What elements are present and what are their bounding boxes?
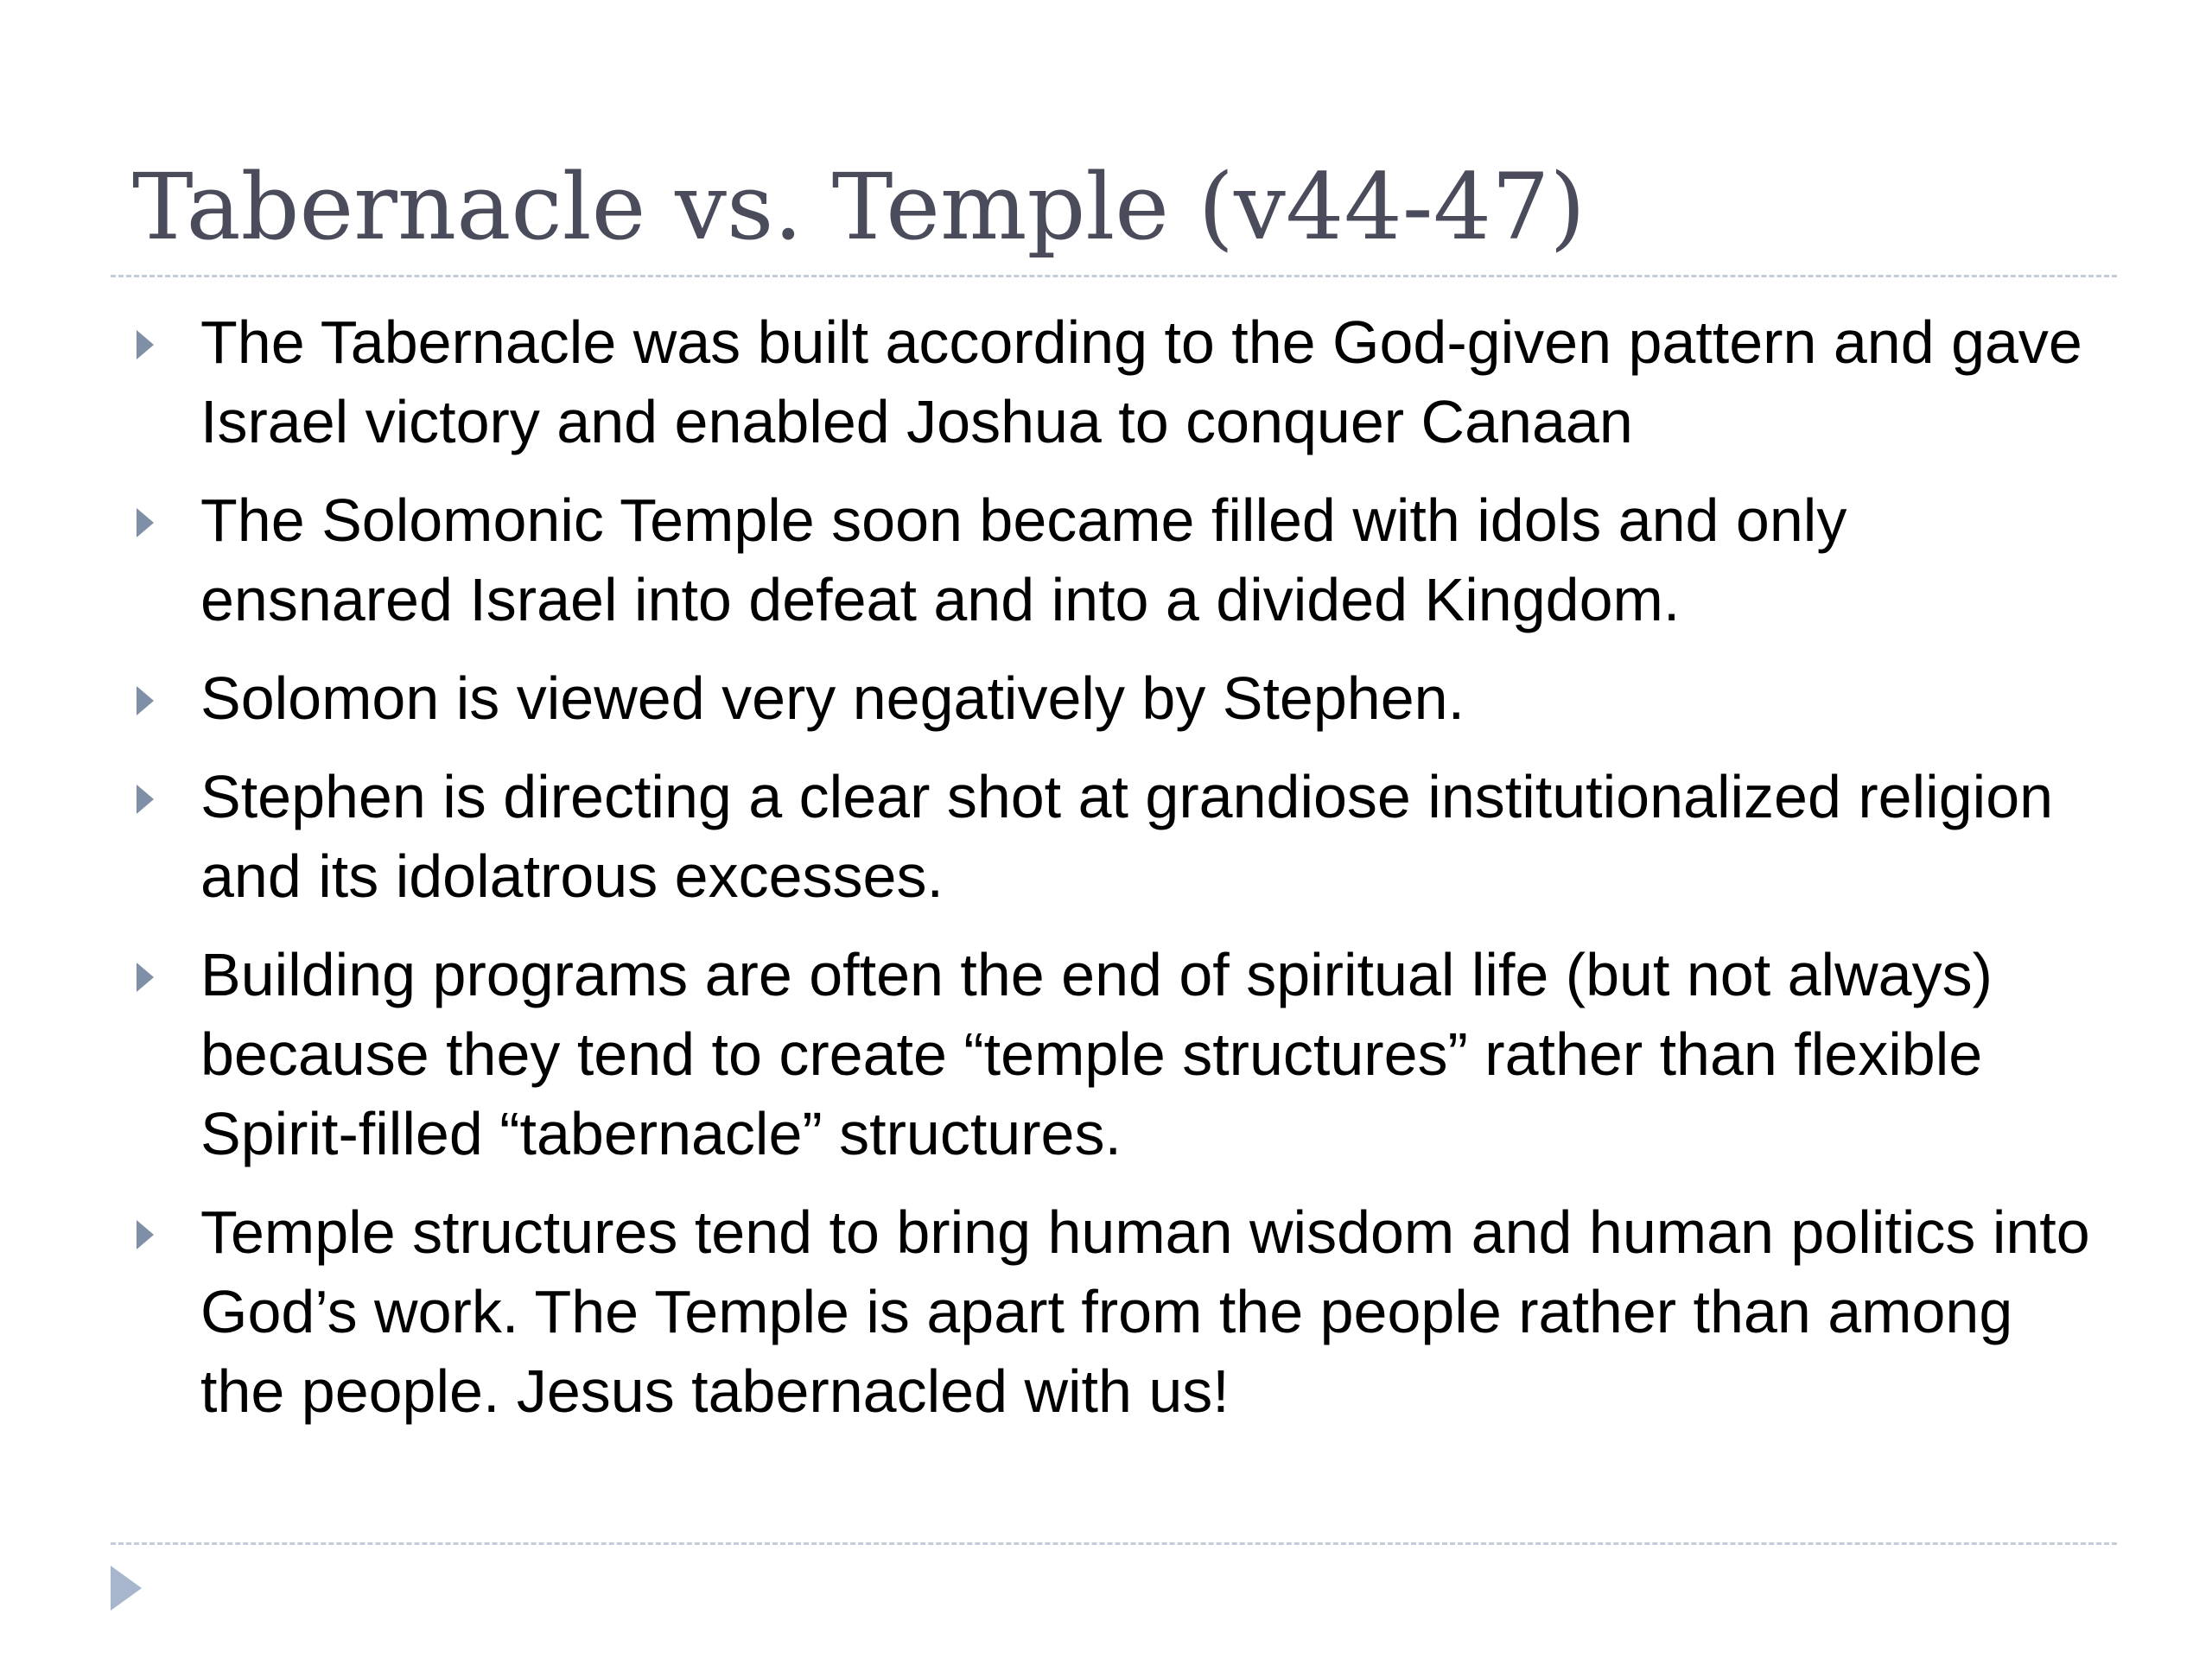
bullet-item [0,935,2101,1173]
bullet-text: Solomon is viewed very negatively by Stephen. [200,664,1465,732]
title-divider [111,275,2117,277]
bullet-text: Stephen is directing a clear shot at grandiose institutionalized religion and its idolatrous excesses. [200,763,2054,910]
play-triangle-icon[interactable] [111,1566,142,1611]
bullet-item [0,658,2101,738]
bullet-triangle-icon [137,686,154,715]
bullet-triangle-icon [137,508,154,537]
bullet-list [0,302,2212,1450]
bullet-item [0,302,2101,461]
slide-title: Tabernacle vs. Temple (v44-47) [132,154,1586,260]
bullet-text: Temple structures tend to bring human wisdom and human politics into God’s work. The Temple is apart from the people rather than among the people. Jesus tabernacled with us! [200,1198,2090,1425]
bullet-triangle-icon [137,963,154,992]
bullet-text: The Tabernacle was built according to the God-given pattern and gave Israel victory and enabled Joshua to conquer Canaan [200,308,2082,455]
bullet-item [0,757,2101,916]
footer-divider [111,1542,2117,1545]
bullet-item [0,1192,2101,1431]
bullet-text: The Solomonic Temple soon became filled with idols and only ensnared Israel into defeat and into a divided Kingdom. [200,486,1847,633]
bullet-item [0,480,2101,639]
bullet-triangle-icon [137,1220,154,1249]
bullet-triangle-icon [137,785,154,814]
bullet-triangle-icon [137,330,154,359]
bullet-text: Building programs are often the end of spiritual life (but not always) because they tend to create “temple structures” rather than flexible Spirit-filled “tabernacle” structures. [200,941,1993,1167]
